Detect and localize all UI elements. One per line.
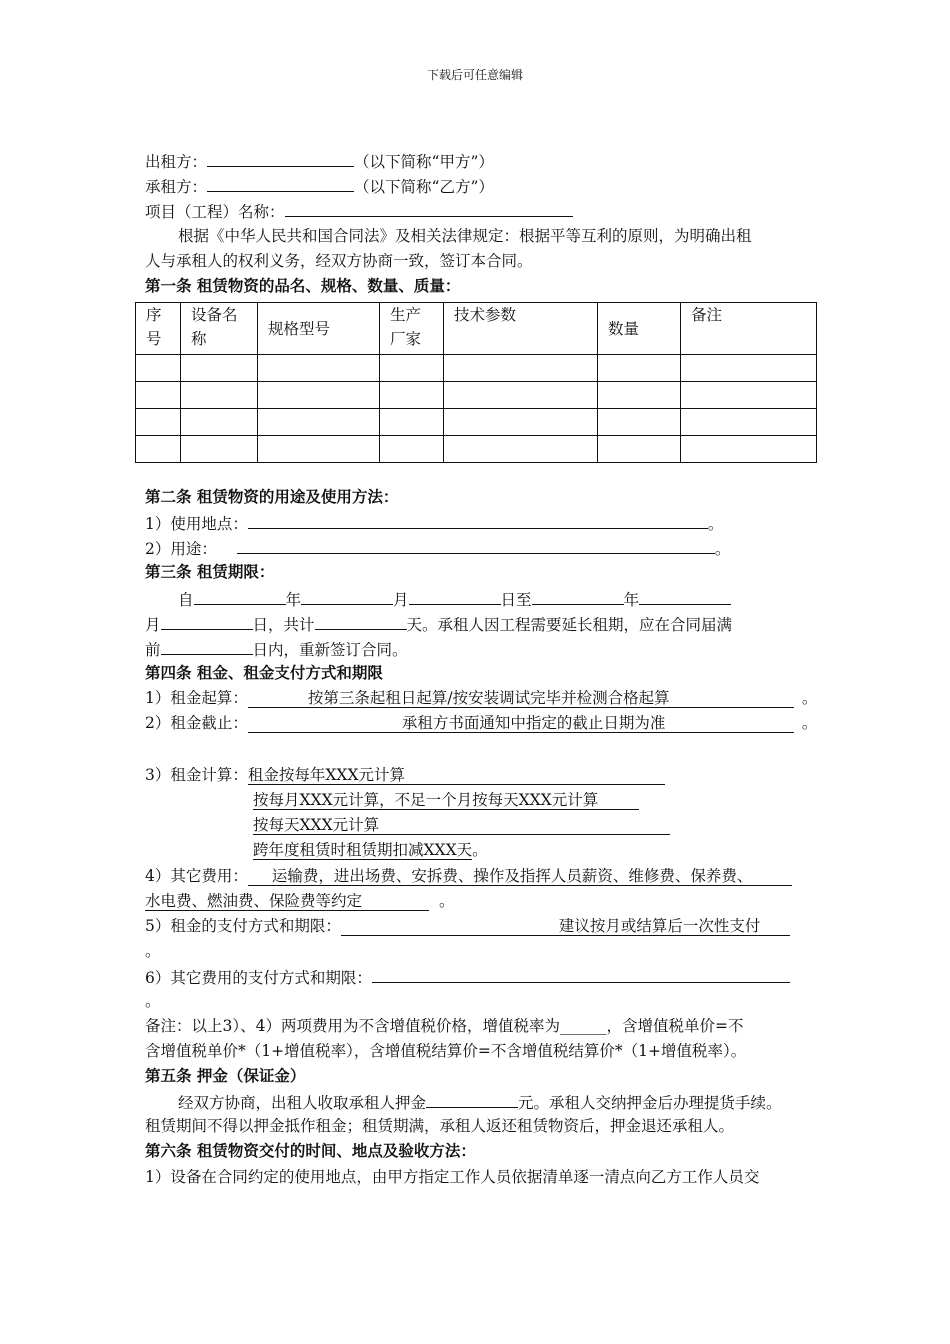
table-cell[interactable] — [380, 382, 444, 409]
table-cell[interactable] — [598, 382, 681, 409]
payment-line — [145, 916, 790, 936]
tax-note-line-2: 含增值税单价*（1+增值税率），含增值税结算价=不含增值税结算价*（1+增值税率）。 — [145, 1042, 747, 1060]
other-payment-blank[interactable] — [372, 966, 790, 983]
table-cell[interactable] — [136, 382, 181, 409]
table-cell[interactable] — [681, 355, 817, 382]
lessee-blank[interactable] — [207, 175, 354, 192]
table-cell[interactable] — [380, 355, 444, 382]
term-from: 自 — [178, 591, 194, 609]
term-line-3 — [145, 638, 408, 660]
table-cell[interactable] — [258, 382, 380, 409]
article-1-title: 第一条 租赁物资的品名、规格、数量、质量： — [145, 276, 461, 295]
lessee-label: 承租方： — [145, 178, 208, 196]
usage-place-line — [145, 512, 723, 534]
table-cell[interactable] — [444, 409, 598, 436]
rent-end-value[interactable]: 承租方书面通知中指定的截止日期为准 — [248, 714, 794, 733]
other-payment-end: 。 — [145, 992, 161, 1010]
usage-purpose-line — [145, 537, 730, 559]
project-blank[interactable] — [285, 200, 573, 217]
table-cell[interactable] — [681, 436, 817, 463]
term-days-text: 天。承租人因工程需要延长租期，应在合同届满 — [406, 616, 733, 634]
term-year: 年 — [623, 591, 640, 609]
table-cell[interactable] — [598, 409, 681, 436]
tax-note-line-1: 备注：以上3）、4）两项费用为不含增值税价格，增值税率为______，含增值税单价=不 — [145, 1017, 744, 1035]
term-within: 日内，重新签订合同。 — [252, 641, 408, 659]
deposit-line-2: 租赁期间不得以押金抵作租金；租赁期满，承租人返还租赁物资后，押金退还承租人。 — [145, 1117, 735, 1135]
delivery-line-1: 1）设备在合同约定的使用地点，由甲方指定工作人员依据清单逐一清点向乙方工作人员交 — [145, 1168, 760, 1186]
project-label: 项目（工程）名称： — [145, 203, 285, 221]
rent-start-value[interactable]: 按第三条起租日起算/按安装调试完毕并检测合格起算 — [248, 689, 794, 708]
term-line-2 — [145, 613, 732, 635]
other-payment-line — [145, 966, 790, 988]
rent-calc-yearly[interactable]: 租金按每年XXX元计算 — [248, 766, 665, 785]
table-cell[interactable] — [681, 409, 817, 436]
intro-line-1: 根据《中华人民共和国合同法》及相关法律规定：根据平等互利的原则，为明确出租 — [178, 227, 752, 245]
rent-calc-line-2 — [253, 790, 639, 810]
lessor-label: 出租方： — [145, 153, 208, 171]
end-month-blank[interactable] — [639, 588, 731, 605]
term-month: 月 — [393, 591, 409, 609]
rent-calc-label: 3）租金计算： — [145, 766, 248, 784]
period: 。 — [801, 689, 818, 707]
term-year: 年 — [285, 591, 302, 609]
table-cell[interactable] — [444, 382, 598, 409]
col-header-remark: 备注 — [681, 303, 817, 355]
term-day-to: 日至 — [500, 591, 532, 609]
table-cell[interactable] — [136, 436, 181, 463]
table-cell[interactable] — [598, 355, 681, 382]
table-cell[interactable] — [136, 409, 181, 436]
col-header-maker: 生产厂家 — [380, 303, 444, 355]
table-cell[interactable] — [380, 409, 444, 436]
rent-calc-line-1 — [145, 765, 665, 785]
article-5-title: 第五条 押金（保证金） — [145, 1066, 306, 1085]
usage-place-blank[interactable] — [248, 512, 708, 529]
equipment-table — [135, 302, 817, 463]
rent-calc-crossyear[interactable]: 跨年度租赁时租赁期扣减XXX天 — [253, 841, 473, 859]
col-header-params: 技术参数 — [444, 303, 598, 355]
other-fees-label: 4）其它费用： — [145, 867, 248, 885]
deposit-text-b: 元。承租人交纳押金后办理提货手续。 — [518, 1094, 782, 1112]
start-day-blank[interactable] — [409, 588, 501, 605]
table-cell[interactable] — [181, 409, 258, 436]
table-cell[interactable] — [258, 355, 380, 382]
rent-calc-monthly[interactable]: 按每月XXX元计算，不足一个月按每天XXX元计算 — [253, 791, 639, 810]
table-cell[interactable] — [444, 436, 598, 463]
table-cell[interactable] — [258, 436, 380, 463]
table-row — [136, 409, 817, 436]
col-header-name: 设备名称 — [181, 303, 258, 355]
intro-line-2: 人与承租人的权利义务，经双方协商一致，签订本合同。 — [145, 252, 533, 270]
usage-place-label: 1）使用地点： — [145, 515, 248, 533]
rent-end-label: 2）租金截止： — [145, 714, 248, 732]
end-day-blank[interactable] — [161, 613, 253, 630]
deposit-amount-blank[interactable] — [426, 1091, 518, 1108]
term-total: 日，共计 — [252, 616, 315, 634]
rent-calc-line-4 — [253, 840, 488, 860]
usage-purpose-blank[interactable] — [237, 537, 715, 554]
table-row — [136, 382, 817, 409]
payment-end: 。 — [145, 942, 161, 960]
table-cell[interactable] — [181, 382, 258, 409]
table-cell[interactable] — [258, 409, 380, 436]
start-month-blank[interactable] — [301, 588, 393, 605]
rent-calc-daily[interactable]: 按每天XXX元计算 — [253, 816, 670, 835]
total-days-blank[interactable] — [315, 613, 407, 630]
period: 。 — [439, 892, 455, 910]
col-header-quantity: 数量 — [598, 303, 681, 355]
lessor-blank[interactable] — [207, 150, 354, 167]
other-fees-value-1[interactable]: 运输费，进出场费、安拆费、操作及指挥人员薪资、维修费、保养费、 — [248, 867, 792, 886]
term-before: 前 — [145, 641, 161, 659]
table-header-row — [136, 303, 817, 355]
table-cell[interactable] — [444, 355, 598, 382]
other-payment-label: 6）其它费用的支付方式和期限： — [145, 969, 372, 987]
rent-start-line — [145, 688, 817, 708]
deposit-line-1 — [178, 1091, 782, 1113]
table-row — [136, 436, 817, 463]
period: 。 — [472, 841, 488, 859]
period: 。 — [714, 540, 731, 558]
table-cell[interactable] — [181, 355, 258, 382]
other-fees-value-2[interactable]: 水电费、燃油费、保险费等约定 — [145, 892, 429, 911]
table-row — [136, 355, 817, 382]
deposit-text-a: 经双方协商，出租人收取承租人押金 — [178, 1094, 427, 1112]
rent-end-line — [145, 713, 817, 733]
start-year-blank[interactable] — [194, 588, 286, 605]
rent-calc-line-3 — [253, 815, 670, 835]
table-cell[interactable] — [181, 436, 258, 463]
table-cell[interactable] — [136, 355, 181, 382]
article-6-title: 第六条 租赁物资交付的时间、地点及验收方法： — [145, 1141, 476, 1160]
article-2-title: 第二条 租赁物资的用途及使用方法： — [145, 487, 399, 506]
period: 。 — [707, 515, 724, 533]
lessor-suffix: （以下简称“甲方”） — [354, 153, 494, 171]
table-cell[interactable] — [380, 436, 444, 463]
payment-value[interactable]: 建议按月或结算后一次性支付 — [341, 917, 790, 936]
table-cell[interactable] — [598, 436, 681, 463]
term-line-1 — [178, 588, 731, 610]
end-year-blank[interactable] — [532, 588, 624, 605]
usage-purpose-label: 2）用途： — [145, 540, 217, 558]
period: 。 — [801, 714, 818, 732]
project-line — [145, 200, 573, 222]
article-4-title: 第四条 租金、租金支付方式和期限 — [145, 663, 383, 682]
lessee-line — [145, 175, 494, 197]
page-header: 下载后可任意编辑 — [426, 68, 523, 82]
term-month: 月 — [145, 616, 161, 634]
table-cell[interactable] — [681, 382, 817, 409]
col-header-model: 规格型号 — [258, 303, 380, 355]
article-3-title: 第三条 租赁期限： — [145, 562, 275, 581]
other-fees-line-2 — [145, 891, 455, 911]
renew-days-blank[interactable] — [161, 638, 253, 655]
rent-start-label: 1）租金起算： — [145, 689, 248, 707]
col-header-index: 序号 — [136, 303, 181, 355]
lessor-line — [145, 150, 494, 172]
other-fees-line-1 — [145, 866, 792, 886]
lessee-suffix: （以下简称“乙方”） — [354, 178, 494, 196]
payment-label: 5）租金的支付方式和期限： — [145, 917, 341, 935]
